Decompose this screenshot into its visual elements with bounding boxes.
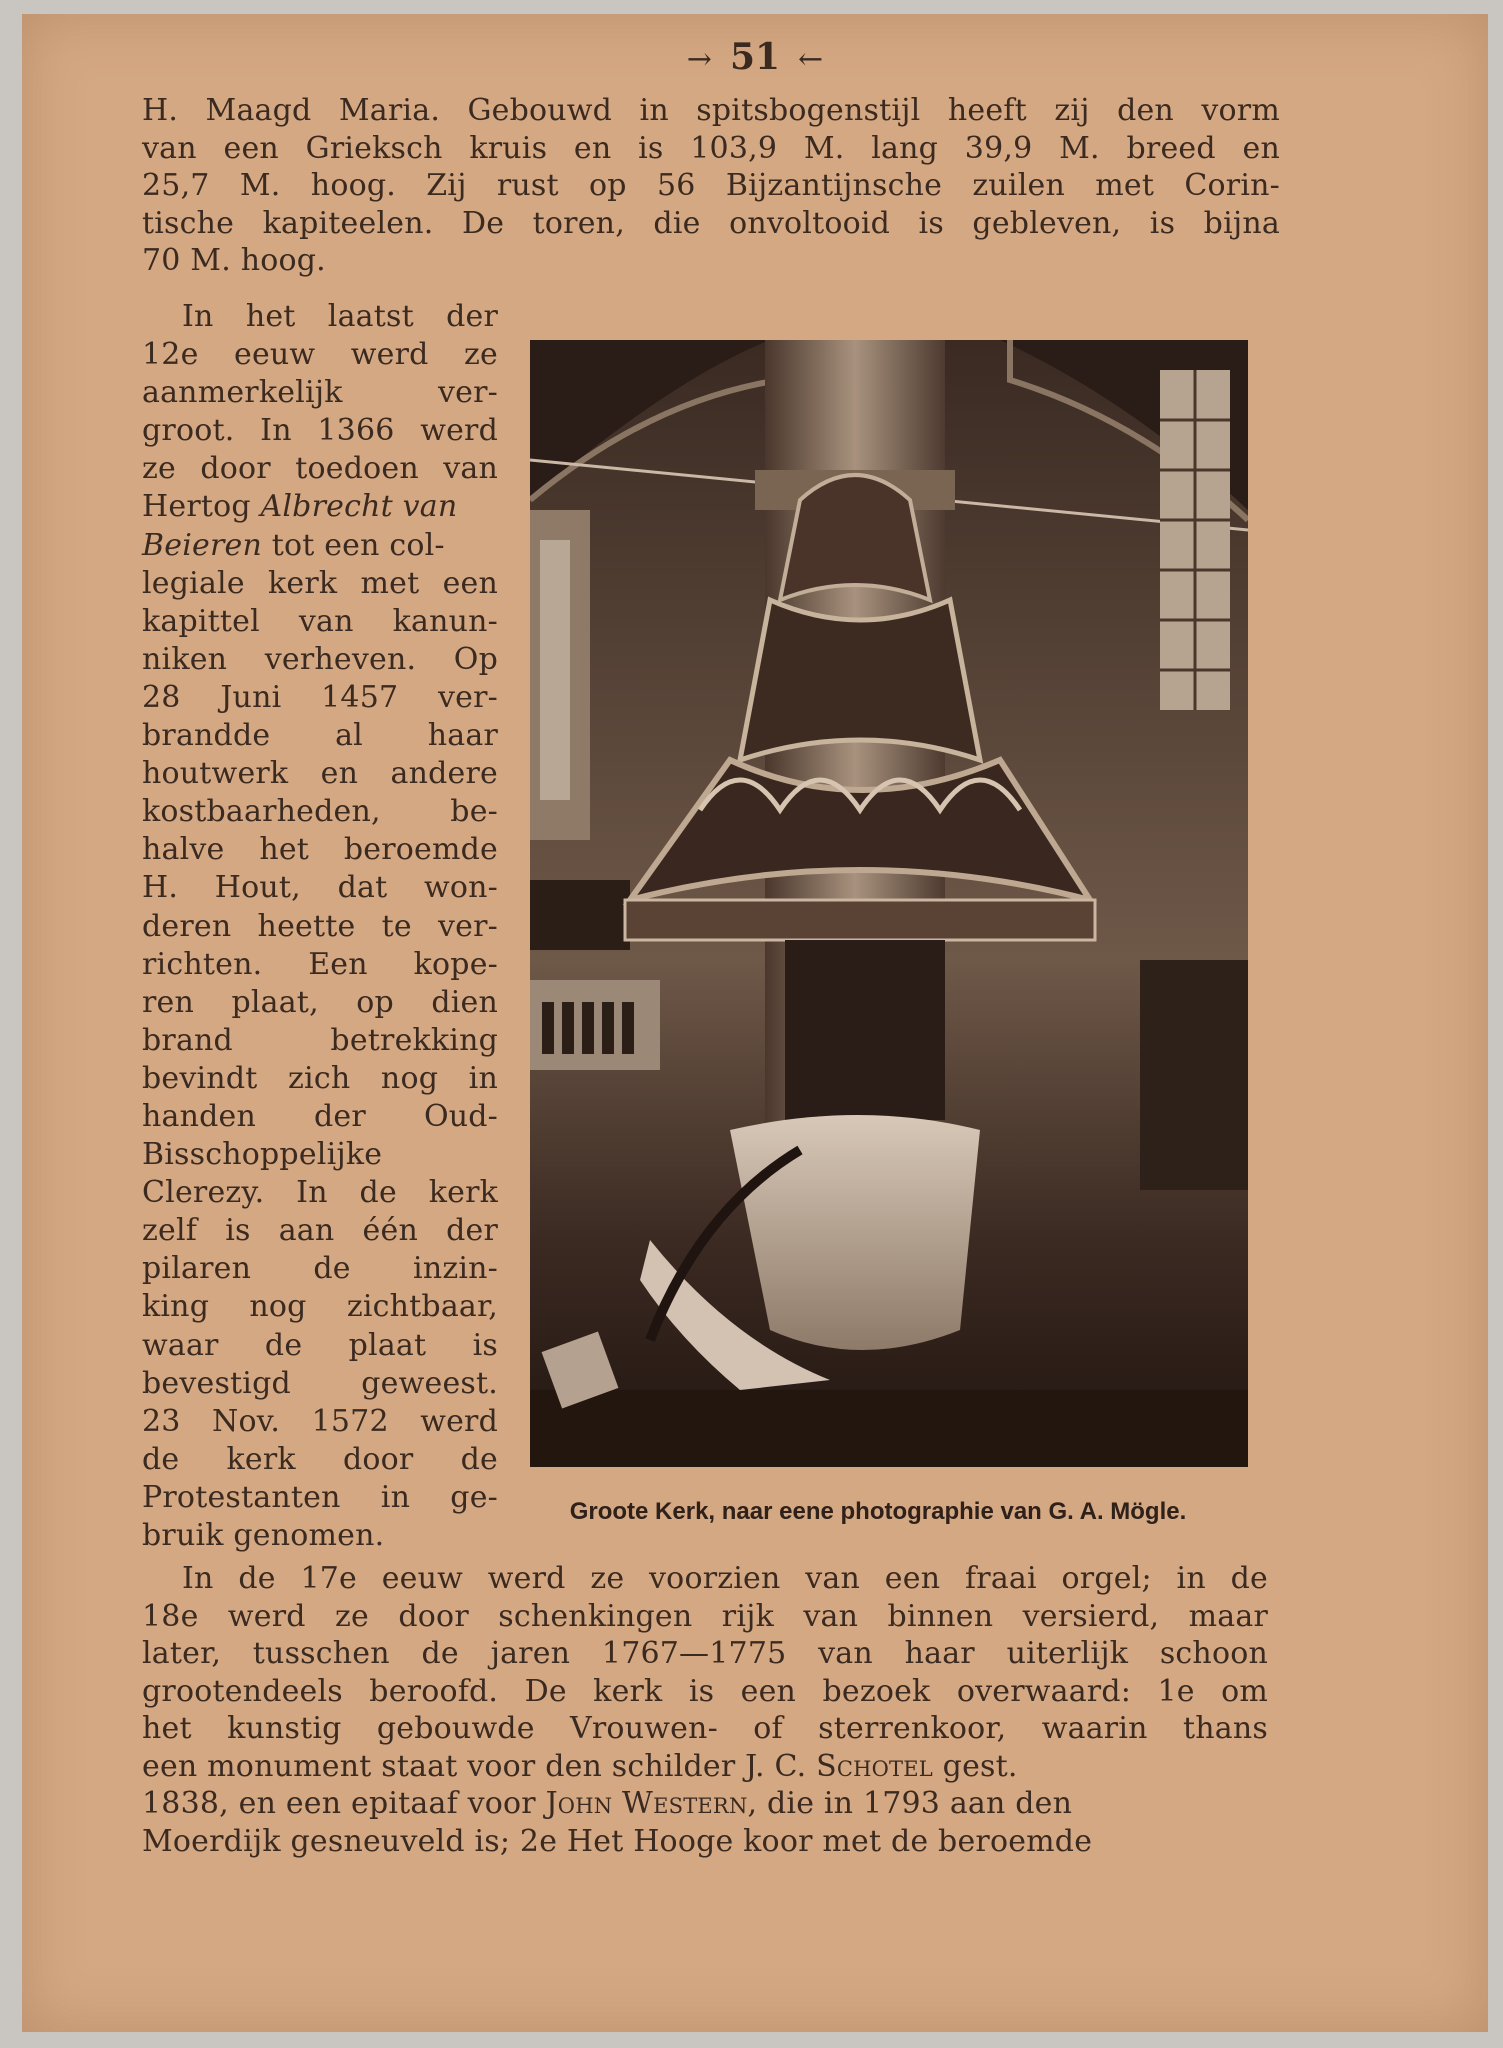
text-line: het kunstig gebouwde Vrouwen- of sterrenkoor, waarin thans (142, 1711, 1268, 1746)
text-line: In de 17e eeuw werd ze voorzien van een fraai orgel; in de (182, 1561, 1268, 1596)
text-line: 23 Nov. 1572 werd (142, 1403, 498, 1439)
text-fragment: tot een col- (261, 527, 445, 563)
text-line: later, tusschen de jaren 1767—1775 van haar uiterlijk schoon (142, 1636, 1268, 1671)
text-line: grootendeels beroofd. De kerk is een bezoek overwaard: 1e om (142, 1673, 1268, 1709)
text-line: Protestanten in ge- (142, 1479, 498, 1515)
text-line: de kerk door de (142, 1441, 498, 1477)
text-line: kostbaarheden, be- (142, 794, 498, 830)
text-line: 28 Juni 1457 ver- (142, 679, 498, 715)
text-fragment: , die in 1793 aan den (747, 1786, 1073, 1821)
text-fragment: een monument staat voor den schilder J. C. (142, 1748, 817, 1784)
text-line: tische kapiteelen. De toren, die onvoltooid is gebleven, is bijna (142, 205, 1280, 241)
text-line: kapittel van kanun- (142, 603, 498, 639)
text-line (142, 527, 498, 565)
italic-name: Albrecht van (260, 489, 458, 525)
text-line: van een Grieksch kruis en is 103,9 M. lang 39,9 M. breed en (142, 130, 1280, 166)
text-line: 12e eeuw werd ze (142, 337, 498, 373)
text-line: legiale kerk met een (142, 565, 498, 601)
text-line: Bisschoppelijke (142, 1137, 383, 1173)
text-line: houtwerk en andere (142, 756, 498, 792)
text-line: In het laatst der (182, 299, 498, 334)
text-line: ren plaat, op dien (142, 984, 498, 1020)
text-line: 18e werd ze door schenkingen rijk van binnen versierd, maar (142, 1598, 1268, 1634)
text-line: handen der Oud- (142, 1098, 498, 1134)
ornament-right-icon: ← (798, 42, 824, 77)
smallcaps-name: John Western (545, 1786, 748, 1821)
text-line: deren heette te ver- (142, 908, 498, 944)
ornament-left-icon: → (686, 42, 712, 77)
text-line: H. Hout, dat won- (142, 870, 498, 906)
text-line: bruik genomen. (142, 1518, 385, 1553)
text-line (142, 488, 498, 526)
text-line: Moerdijk gesneuveld is; 2e Het Hooge koor met de beroemde (142, 1823, 1093, 1859)
text-line: groot. In 1366 werd (142, 413, 498, 449)
text-line: halve het beroemde (142, 832, 498, 868)
text-line: bevestigd geweest. (142, 1365, 498, 1401)
text-line: 25,7 M. hoog. Zij rust op 56 Bijzantijnsche zuilen met Corin- (142, 168, 1280, 203)
top-paragraph (142, 92, 1280, 280)
figure-caption: Groote Kerk, naar eene photographie van G. A. Mögle. (569, 1498, 1187, 1525)
bottom-paragraph (142, 1560, 1268, 1860)
text-line (142, 1785, 1268, 1823)
text-line: bevindt zich nog in (142, 1060, 498, 1096)
text-line: brand betrekking (142, 1022, 498, 1058)
text-line: Clerezy. In de kerk (142, 1175, 498, 1211)
text-line: aanmerkelijk ver- (142, 375, 498, 411)
text-line: king nog zichtbaar, (142, 1289, 498, 1325)
text-line: H. Maagd Maria. Gebouwd in spitsbogenstijl heeft zij den vorm (142, 93, 1280, 128)
text-line: waar de plaat is (142, 1327, 498, 1363)
text-line: ze door toedoen van (142, 451, 498, 487)
text-fragment: 1838, en een epitaaf voor (142, 1786, 546, 1821)
page-header (22, 36, 1488, 78)
text-line: richten. Een kope- (142, 946, 498, 982)
text-line (142, 1748, 1268, 1786)
text-fragment: gest. (932, 1748, 1018, 1784)
text-line: brandde al haar (142, 718, 498, 754)
text-line: niken verheven. Op (142, 641, 498, 677)
text-line: pilaren de inzin- (142, 1251, 498, 1287)
text-line: zelf is aan één der (142, 1213, 498, 1249)
book-page (22, 14, 1488, 2032)
church-interior-photo (530, 340, 1248, 1467)
left-column-paragraph (142, 298, 498, 1555)
text-line: 70 M. hoog. (142, 243, 326, 278)
italic-name: Beieren (142, 527, 262, 563)
page-number: 51 (729, 36, 781, 78)
smallcaps-name: Schotel (816, 1748, 933, 1784)
text-fragment: Hertog (142, 489, 261, 525)
